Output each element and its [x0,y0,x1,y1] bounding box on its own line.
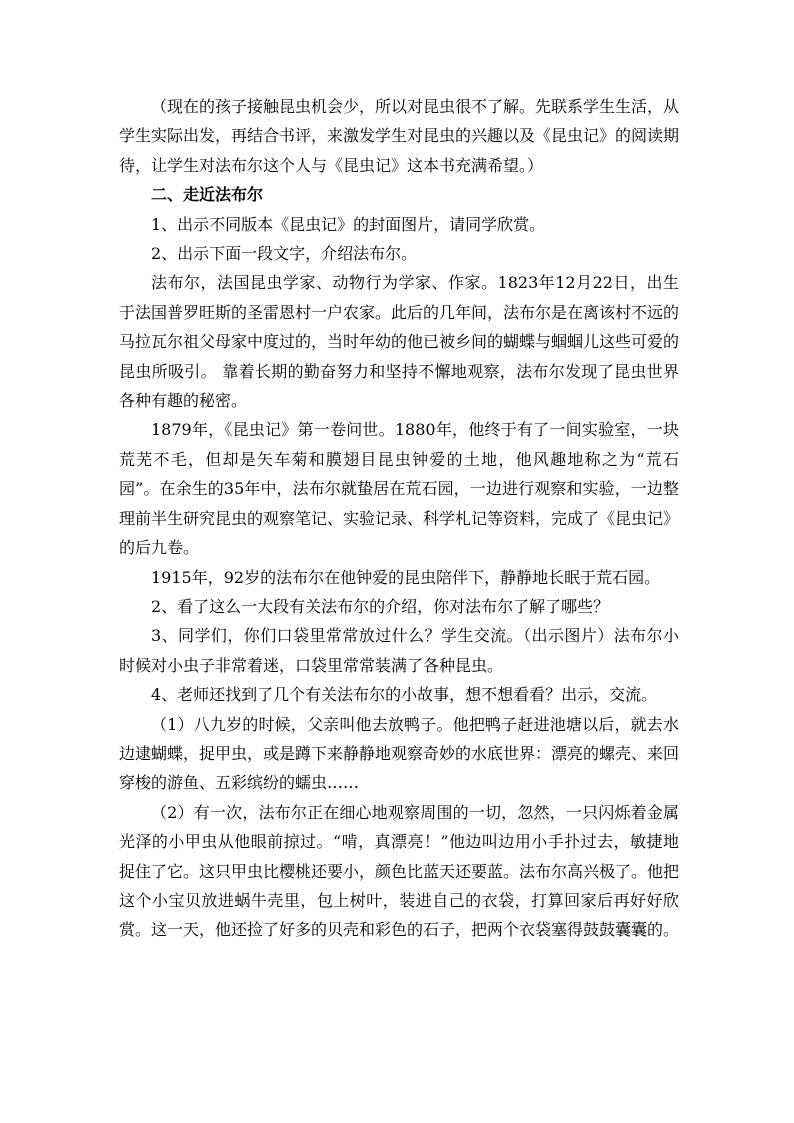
step-2-paragraph: 2、出示下面一段文字，介绍法布尔。 [151,244,418,264]
bio-paragraph-1: 法布尔，法国昆虫学家、动物行为学家、作家。1823年12月22日，出生于法国普罗旺斯的圣雷恩村一户农家。此后的几年间，法布尔是在离该村不远的马拉瓦尔祖父母家中度过的，当时年幼的他已被乡间的蝴蝶与蝈蝈儿这些可爱的昆虫所吸引。 靠着长期的勤奋努力和坚持不懈地观察，法布尔发现了昆虫世界各种有趣的秘密。 [119,273,680,411]
intro-note-paragraph: （现在的孩子接触昆虫机会少，所以对昆虫很不了解。先联系学生生活，从学生实际出发，再结合书评，来激发学生对昆虫的兴趣以及《昆虫记》的阅读期待，让学生对法布尔这个人与《昆虫记》这本书充满希望。） [119,97,680,175]
section-heading: 二、走近法布尔 [151,185,264,205]
bio-paragraph-3: 1915年，92岁的法布尔在他钟爱的昆虫陪伴下，静静地长眠于荒石园。 [151,567,661,587]
bio-paragraph-2: 1879年，《昆虫记》第一卷问世。1880年，他终于有了一间实验室，一块荒芜不毛，但却是矢车菊和膜翅目昆虫钟爱的土地，他风趣地称之为“荒石园”。在余生的35年中，法布尔就蛰居在荒石园，一边进行观察和实验，一边整理前半生研究昆虫的观察笔记、实验记录、科学札记等资料，完成了《昆虫记》的后九卷。 [119,420,680,558]
step-1-paragraph: 1、出示不同版本《昆虫记》的封面图片，请同学欣赏。 [151,214,546,234]
story-2-paragraph: （2）有一次，法布尔正在细心地观察周围的一切，忽然，一只闪烁着金属光泽的小甲虫从他眼前掠过。“啃，真漂亮！”他边叫边用小手扑过去，敏捷地捉住了它。这只甲虫比樱桃还要小，颜色比蓝天还要蓝。法布尔高兴极了。他把这个小宝贝放进蜗牛壳里，包上树叶，装进自己的衣袋，打算回家后再好好欣赏。这一天，他还捡了好多的贝壳和彩色的石子，把两个衣袋塞得鼓鼓囊囊的。 [119,802,680,940]
step-3-paragraph: 3、同学们，你们口袋里常常放过什么？学生交流。（出示图片）法布尔小时候对小虫子非常着迷，口袋里常常装满了各种昆虫。 [119,626,679,675]
document-page [119,92,679,945]
step-4-paragraph: 4、老师还找到了几个有关法布尔的小故事，想不想看看？出示，交流。 [151,685,658,705]
question-paragraph: 2、看了这么一大段有关法布尔的介绍，你对法布尔了解了哪些？ [151,596,610,616]
story-1-paragraph: （1）八九岁的时候，父亲叫他去放鸭子。他把鸭子赶进池塘以后，就去水边逮蝴蝶，捉甲虫，或是蹲下来静静地观察奇妙的水底世界：漂亮的螺壳、来回穿梭的游鱼、五彩缤纷的蠕虫…… [119,714,680,793]
